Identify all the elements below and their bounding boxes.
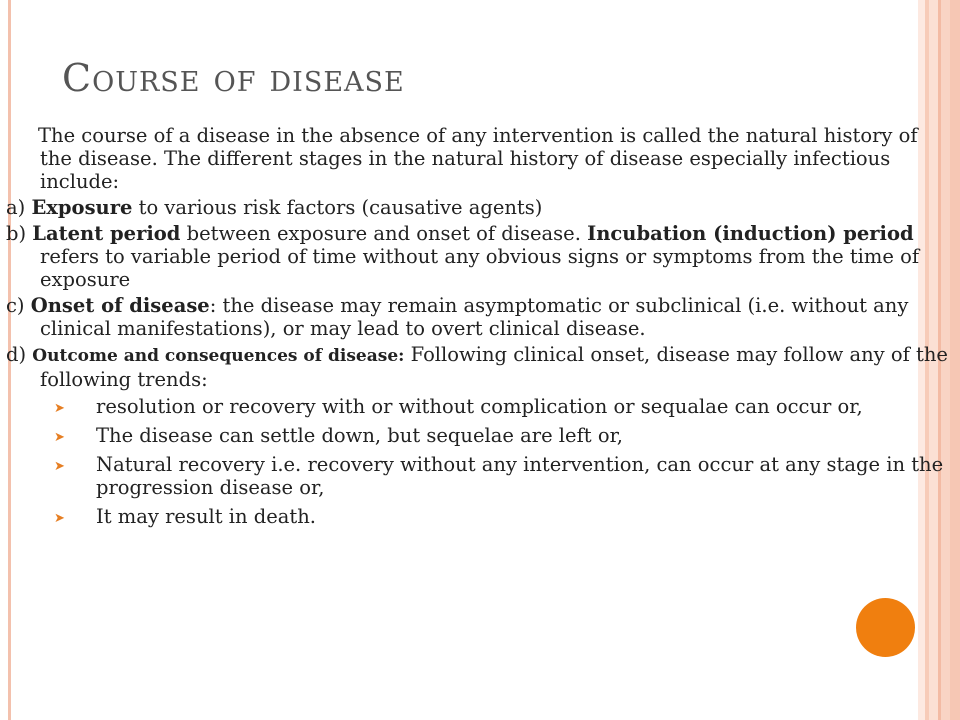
slide-title: Course of disease (62, 56, 405, 100)
stripe (950, 0, 960, 720)
arrow-bullet-icon: ➤ (54, 459, 65, 474)
stage-description: : the disease may remain asymptomatic or subclinical (i.e. without any clinical manifestations), or may lead to overt clinical disease. (40, 294, 909, 340)
list-item (6, 505, 950, 528)
stage-term: Outcome and consequences of disease: (32, 346, 405, 366)
list-item-text: It may result in death. (96, 505, 317, 528)
stage-term: Exposure (31, 196, 133, 219)
decorative-orange-circle (856, 598, 915, 657)
item-marker: a) (6, 196, 26, 219)
slide-body (6, 124, 950, 534)
item-marker: b) (6, 222, 27, 245)
list-item-text: resolution or recovery with or without complication or sequalae can occur or, (96, 395, 863, 418)
arrow-bullet-icon: ➤ (54, 401, 65, 416)
stage-item-d (6, 343, 950, 391)
item-marker: c) (6, 294, 25, 317)
stage-term-secondary: Incubation (induction) period (587, 222, 914, 245)
stage-description: Following clinical onset, disease may follow any of the following trends: (40, 343, 948, 391)
arrow-bullet-icon: ➤ (54, 430, 65, 445)
stage-term: Onset of disease (30, 294, 210, 317)
stage-description: to various risk factors (causative agents) (132, 196, 543, 219)
list-item (6, 453, 950, 499)
arrow-bullet-icon: ➤ (54, 511, 65, 526)
stage-item-b (6, 222, 950, 291)
intro-paragraph: The course of a disease in the absence of any intervention is called the natural history of the disease. The different stages in the natural history of disease especially infectious include: (38, 124, 918, 193)
list-item-text: Natural recovery i.e. recovery without any intervention, can occur at any stage in the progression disease or, (96, 453, 944, 499)
stage-term: Latent period (32, 222, 181, 245)
stage-description-secondary: refers to variable period of time without any obvious signs or symptoms from the time of exposure (40, 245, 920, 291)
list-item-text: The disease can settle down, but sequelae are left or, (96, 424, 623, 447)
list-item (6, 395, 950, 418)
list-item (6, 424, 950, 447)
stage-item-a (6, 196, 950, 219)
outcome-list (6, 395, 950, 528)
stage-item-c (6, 294, 950, 340)
item-marker: d) (6, 343, 27, 366)
stage-description: between exposure and onset of disease. (180, 222, 588, 245)
